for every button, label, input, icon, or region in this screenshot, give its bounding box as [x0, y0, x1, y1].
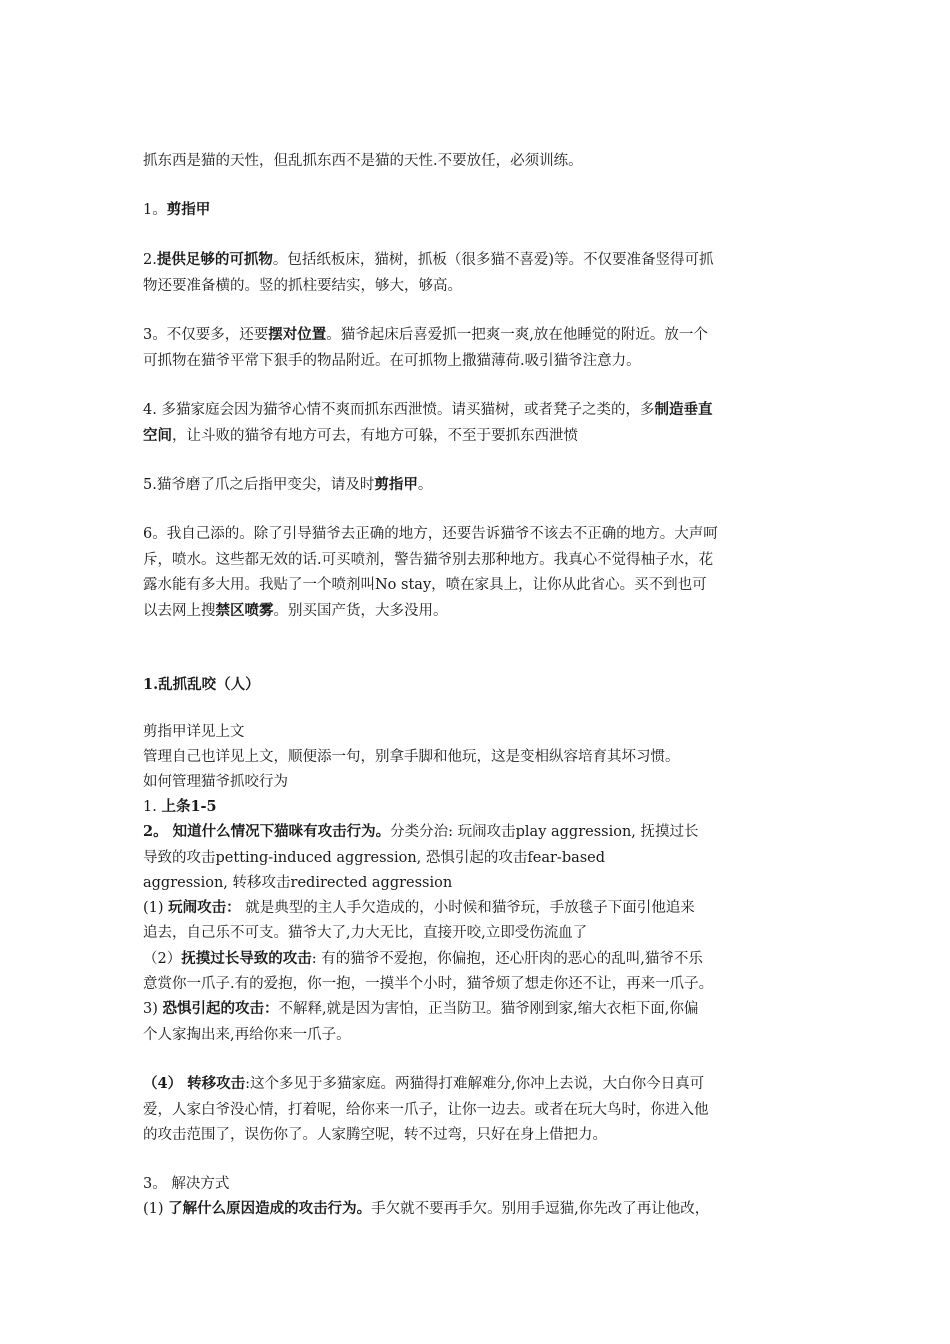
- text-span: 剪指甲详见上文: [143, 724, 245, 740]
- text-line: [143, 325, 708, 345]
- text-span: 3): [143, 1001, 163, 1017]
- text-line: [143, 351, 641, 371]
- bold-text: 摆对位置: [268, 326, 327, 343]
- text-span: （2）: [143, 951, 182, 967]
- text-line: [143, 974, 713, 994]
- text-span: 。: [417, 477, 433, 493]
- text-line: [143, 1199, 709, 1219]
- text-line: [143, 675, 260, 695]
- text-span: 2.: [143, 252, 157, 268]
- text-span: 个人家掏出来,再给你来一爪子。: [143, 1027, 351, 1043]
- text-line: [143, 1074, 704, 1094]
- text-span: 。包括纸板床，猫树，抓板（很多猫不喜爱)等。不仅要准备竖得可抓: [272, 252, 714, 268]
- text-span: 3。不仅要多，还要: [143, 327, 269, 343]
- bold-text: 剪指甲: [166, 201, 211, 218]
- text-span: 导致的攻击petting-induced aggression, 恐惧引起的攻击fear-based: [143, 850, 606, 866]
- text-line: [143, 200, 210, 220]
- text-span: 斥，喷水。这些都无效的话.可买喷剂，警告猫爷别去那种地方。我真心不觉得柚子水，花: [143, 552, 714, 568]
- text-span: 物还要准备横的。竖的抓柱要结实，够大，够高。: [143, 278, 462, 294]
- text-span: : 有的猫爷不爱抱，你偏抱，还心肝肉的恶心的乱叫,猫爷不乐: [311, 951, 703, 967]
- bold-text: 上条1-5: [161, 798, 217, 815]
- text-span: 就是典型的主人手欠造成的，小时候和猫爷玩，手放毯子下面引他追来: [240, 900, 695, 916]
- text-line: [143, 747, 680, 767]
- text-span: :这个多见于多猫家庭。两猫得打难解难分,你冲上去说，大白你今日真可: [245, 1076, 705, 1092]
- text-line: [143, 797, 217, 817]
- text-span: 追去，自己乐不可支。猫爷大了,力大无比，直接开咬,立即受伤流血了: [143, 925, 588, 941]
- text-span: 的攻击范围了，误伤你了。人家腾空呢，转不过弯，只好在身上借把力。: [143, 1127, 607, 1143]
- bold-text: 制造垂直: [654, 401, 713, 418]
- text-span: 露水能有多大用。我贴了一个喷剂叫No stay，喷在家具上，让你从此省心。买不到也可: [143, 577, 707, 593]
- text-span: 分类分治: 玩闹攻击play aggression, 抚摸过长: [390, 824, 699, 840]
- bold-text: 2。 知道什么情况下猫咪有攻击行为。: [143, 823, 391, 840]
- bold-text: 剪指甲: [374, 476, 418, 493]
- text-line: [143, 151, 583, 171]
- text-line: [143, 575, 707, 595]
- text-span: 不解释,就是因为害怕，正当防卫。猫爷刚到家,缩大衣柜下面,你偏: [278, 1001, 699, 1017]
- text-span: (1): [143, 1201, 169, 1217]
- text-span: 。猫爷起床后喜爱抓一把爽一爽,放在他睡觉的附近。放一个: [326, 327, 708, 343]
- bold-text: 禁区喷雾: [215, 602, 274, 619]
- text-line: [143, 999, 698, 1019]
- text-span: 1.: [143, 799, 162, 815]
- text-line: [143, 898, 695, 918]
- text-span: 3。 解决方式: [143, 1176, 230, 1192]
- text-span: 4. 多猫家庭会因为猫爷心情不爽而抓东西泄愤。请买猫树，或者凳子之类的，多: [143, 402, 655, 418]
- text-line: [143, 601, 448, 621]
- bold-text: （4） 转移攻击: [143, 1075, 246, 1092]
- bold-text: 恐惧引起的攻击：: [162, 1000, 279, 1017]
- text-line: [143, 873, 452, 893]
- text-line: [143, 475, 432, 495]
- text-line: [143, 550, 713, 570]
- text-line: [143, 400, 712, 420]
- text-span: 。别买国产货，大多没用。: [273, 603, 448, 619]
- text-span: aggression, 转移攻击redirected aggression: [143, 875, 453, 891]
- text-line: [143, 949, 703, 969]
- text-line: [143, 426, 578, 446]
- text-span: 6。我自己添的。除了引导猫爷去正确的地方，还要告诉猫爷不该去不正确的地方。大声呵: [143, 526, 718, 542]
- text-line: [143, 1025, 351, 1045]
- text-span: 意赏你一爪子.有的爱抱，你一抱，一摸半个小时，猫爷烦了想走你还不让，再来一爪子。: [143, 976, 714, 992]
- bold-text: 玩闹攻击：: [168, 899, 241, 916]
- bold-text: 1.乱抓乱咬（人）: [143, 676, 260, 693]
- text-line: [143, 1174, 229, 1194]
- text-line: [143, 848, 605, 868]
- text-span: 可抓物在猫爷平常下狠手的物品附近。在可抓物上撒猫薄荷.吸引猫爷注意力。: [143, 353, 641, 369]
- text-line: [143, 822, 699, 842]
- text-span: 抓东西是猫的天性，但乱抓东西不是猫的天性.不要放任，必须训练。: [143, 153, 583, 169]
- text-span: ，让斗败的猫爷有地方可去，有地方可躲，不至于要抓东西泄愤: [172, 428, 578, 444]
- text-line: [143, 276, 462, 296]
- bold-text: 抚摸过长导致的攻击: [181, 950, 312, 967]
- bold-text: 提供足够的可抓物: [156, 251, 273, 268]
- text-line: [143, 923, 587, 943]
- text-line: [143, 1125, 607, 1145]
- text-span: 5.猫爷磨了爪之后指甲变尖，请及时: [143, 477, 375, 493]
- text-line: [143, 772, 288, 792]
- text-span: 爱，人家白爷没心情，打着呢，给你来一爪子，让你一边去。或者在玩大鸟时，你进入他: [143, 1102, 709, 1118]
- text-span: 手欠就不要再手欠。别用手逗猫,你先改了再让他改，: [371, 1201, 710, 1217]
- text-span: 1。: [143, 202, 167, 218]
- text-line: [143, 250, 714, 270]
- text-span: 如何管理猫爷抓咬行为: [143, 774, 288, 790]
- bold-text: 了解什么原因造成的攻击行为。: [168, 1200, 372, 1217]
- text-span: (1): [143, 900, 169, 916]
- text-span: 以去网上搜: [143, 603, 216, 619]
- text-line: [143, 1100, 709, 1120]
- text-span: 管理自己也详见上文，顺便添一句，别拿手脚和他玩，这是变相纵容培育其坏习惯。: [143, 749, 680, 765]
- bold-text: 空间: [143, 427, 172, 444]
- text-line: [143, 524, 718, 544]
- text-line: [143, 722, 245, 742]
